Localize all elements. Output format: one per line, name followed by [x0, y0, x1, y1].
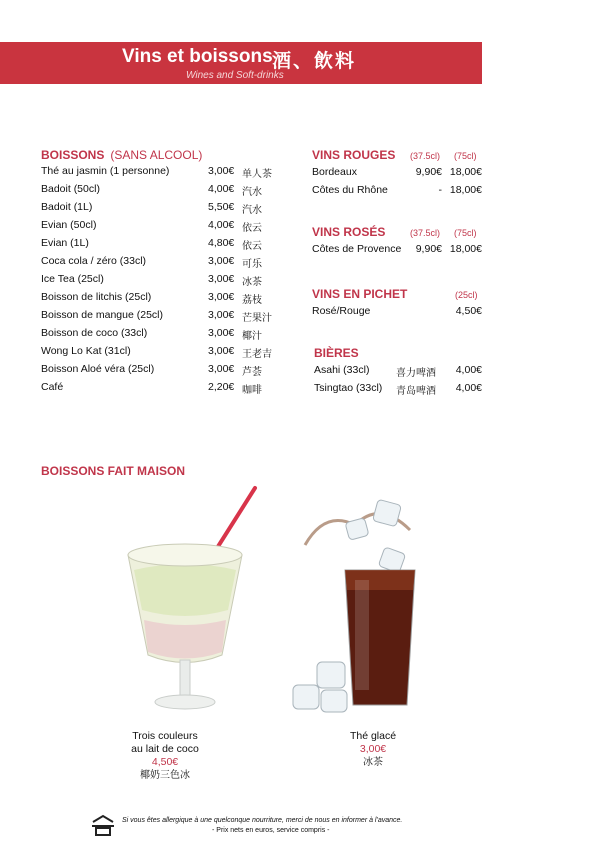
list-item — [314, 364, 482, 378]
list-item — [41, 165, 281, 179]
list-item — [314, 382, 482, 396]
item-price: 4,50€ — [455, 305, 482, 317]
item-name: Coca cola / zéro (33cl) — [41, 255, 147, 267]
item-price: 4,00€ — [208, 183, 235, 195]
item-name: Boisson Aloé véra (25cl) — [41, 363, 155, 375]
item-name-zh: 青岛啤酒 — [396, 386, 436, 397]
footer-price-note: - Prix nets en euros, service compris - — [212, 827, 330, 834]
coconut-dessert-photo — [110, 480, 260, 720]
item-name-zh: 喜力啤酒 — [396, 368, 436, 379]
soft-drinks-title: BOISSONS (SANS ALCOOL) — [41, 148, 203, 162]
item-price-small: - — [438, 184, 442, 196]
item-price: 2,20€ — [208, 381, 235, 393]
item-name-zh: 依云 — [242, 223, 262, 234]
item-name: Badoit (1L) — [41, 201, 93, 213]
item-name-zh: 王老吉 — [242, 349, 272, 360]
iced-tea-photo — [285, 490, 435, 720]
list-item — [312, 243, 482, 257]
item-price: 3,00€ — [208, 327, 235, 339]
list-item — [41, 183, 281, 197]
item-price: 3,00€ — [208, 165, 235, 177]
item-name: Côtes de Provence — [312, 243, 402, 255]
item-price: 3,00€ — [208, 273, 235, 285]
list-item — [41, 291, 281, 305]
item-name: Ice Tea (25cl) — [41, 273, 104, 285]
item-name: Côtes du Rhône — [312, 184, 388, 196]
list-item — [41, 363, 281, 377]
item-name-zh: 汽水 — [242, 187, 262, 198]
list-item — [41, 309, 281, 323]
list-item — [41, 237, 281, 251]
item-name-zh: 椰汁 — [242, 331, 262, 342]
item-name-zh: 芦荟 — [242, 367, 262, 378]
item-price: 4,80€ — [208, 237, 235, 249]
item-price-large: 18,00€ — [449, 166, 482, 178]
homemade-title: BOISSONS FAIT MAISON — [41, 464, 186, 478]
item-name-zh: 单人茶 — [242, 169, 272, 180]
list-item — [41, 345, 281, 359]
footer-allergy-note: Si vous êtes allergique à une quelconque nourriture, merci de nous en informer à l'avance. — [122, 817, 403, 824]
list-item — [41, 273, 281, 287]
item-price-small: 9,90€ — [415, 166, 442, 178]
item-price: 3,00€ — [208, 363, 235, 375]
list-item — [41, 381, 281, 395]
item-name: Asahi (33cl) — [314, 364, 370, 376]
header-subtitle: Wines and Soft-drinks — [186, 70, 284, 81]
item-name-zh: 荔枝 — [242, 295, 262, 306]
rose-wines-vol1: (37.5cl) — [410, 228, 441, 238]
list-item — [312, 166, 482, 180]
item-price: 4,00€ — [455, 382, 482, 394]
list-item — [41, 255, 281, 269]
item-price: 3,00€ — [208, 345, 235, 357]
red-wines-vol1: (37.5cl) — [410, 151, 441, 161]
list-item — [312, 305, 482, 319]
pitcher-title: VINS EN PICHET — [312, 287, 408, 301]
pitcher-vol: (25cl) — [455, 290, 478, 300]
item-name-zh: 冰茶 — [242, 277, 262, 288]
item-price: 4,00€ — [208, 219, 235, 231]
item-name: Bordeaux — [312, 166, 357, 178]
item-price: 3,00€ — [208, 291, 235, 303]
item-price: 4,00€ — [455, 364, 482, 376]
item-name-zh: 可乐 — [242, 259, 262, 270]
header-banner — [0, 42, 482, 84]
item-price: 3,00€ — [208, 255, 235, 267]
list-item — [312, 184, 482, 198]
red-wines-vol2: (75cl) — [454, 151, 477, 161]
item-price-small: 9,90€ — [415, 243, 442, 255]
item-name-zh: 汽水 — [242, 205, 262, 216]
item-price-large: 18,00€ — [449, 184, 482, 196]
item-price: 5,50€ — [208, 201, 235, 213]
red-wines-title: VINS ROUGES — [312, 148, 396, 162]
item-name: Boisson de coco (33cl) — [41, 327, 148, 339]
item-name: Evian (1L) — [41, 237, 89, 249]
header-title-zh: 酒、飲料 — [272, 51, 357, 72]
list-item — [41, 201, 281, 215]
item-price: 3,00€ — [208, 309, 235, 321]
item-name: Badoit (50cl) — [41, 183, 100, 195]
beers-title: BIÈRES — [314, 346, 359, 360]
item-name-zh: 咖啡 — [242, 385, 262, 396]
list-item — [41, 219, 281, 233]
soft-drinks-subtitle: (SANS ALCOOL) — [110, 148, 203, 162]
homemade-item-iced-tea: Thé glacé 3,00€ 冰茶 — [349, 730, 397, 768]
item-name: Café — [41, 381, 64, 393]
homemade-item-coconut: Trois couleurs au lait de coco 4,50€ 椰奶三色冰 — [131, 730, 199, 781]
rose-wines-vol2: (75cl) — [454, 228, 477, 238]
header-title-fr: Vins et boissons — [122, 46, 273, 67]
item-name-zh: 芒果汁 — [242, 313, 272, 324]
allergy-icon — [90, 814, 116, 836]
item-name: Boisson de litchis (25cl) — [41, 291, 152, 303]
item-price-large: 18,00€ — [449, 243, 482, 255]
item-name: Thé au jasmin (1 personne) — [41, 165, 170, 177]
rose-wines-title: VINS ROSÉS — [312, 225, 386, 239]
item-name: Evian (50cl) — [41, 219, 97, 231]
item-name: Boisson de mangue (25cl) — [41, 309, 163, 321]
item-name-zh: 依云 — [242, 241, 262, 252]
item-name: Wong Lo Kat (31cl) — [41, 345, 131, 357]
item-name: Tsingtao (33cl) — [314, 382, 383, 394]
item-name: Rosé/Rouge — [312, 305, 371, 317]
list-item — [41, 327, 281, 341]
